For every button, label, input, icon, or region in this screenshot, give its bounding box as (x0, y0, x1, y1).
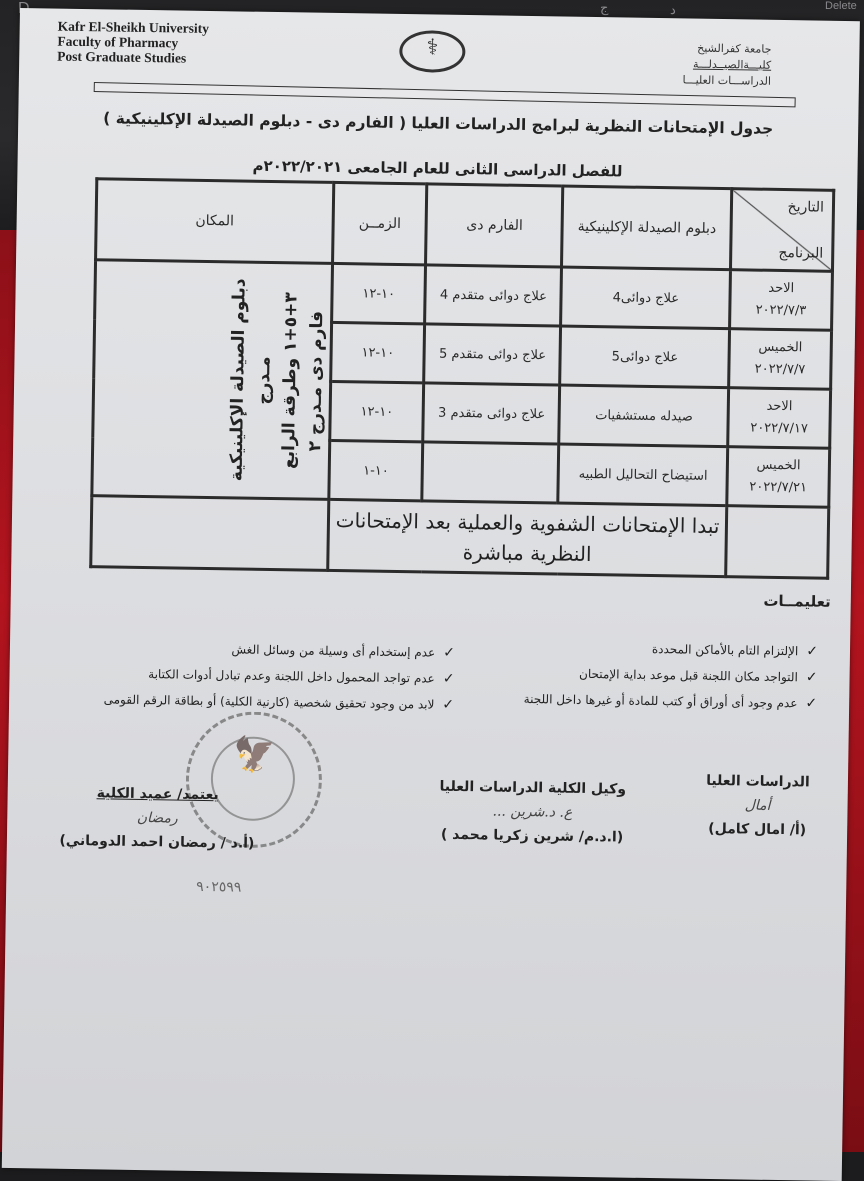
empty-cell (726, 506, 829, 579)
checkmark-icon: ✓ (442, 670, 455, 687)
checkmark-icon: ✓ (806, 643, 819, 660)
place-line: مـدرج (253, 356, 275, 405)
day-label: الاحد (766, 398, 793, 415)
keyboard-key: Delete (825, 0, 857, 12)
date-label: ٢٠٢٢/٧/١٧ (750, 420, 809, 437)
day-label: الاحد (768, 280, 795, 297)
date-cell (727, 447, 830, 508)
instruction-item: ✓ الإلتزام التام بالأماكن المحددة (498, 634, 818, 665)
checkmark-icon: ✓ (805, 669, 818, 686)
clinical-diploma-header: دبلوم الصيدلة الإكلينيكية (562, 186, 732, 270)
time-cell: ١٠-١ (329, 440, 423, 500)
instruction-item: ✓ عدم وجود أى أوراق أو كتب للمادة أو غيرها داخل اللجنة (497, 686, 817, 717)
keyboard-key: د (670, 2, 676, 17)
date-label: ٢٠٢٢/٧/٢١ (749, 479, 808, 496)
eagle-emblem-icon: 🦅 (232, 734, 276, 776)
time-cell: ١٠-١٢ (330, 381, 424, 441)
document-paper (2, 8, 860, 1181)
clinical-diploma-cell: استيضاح التحاليل الطبيه (558, 444, 728, 506)
instructions-right-column (497, 634, 818, 717)
faculty-name-ar: كليـــةالصيــدلـــة (692, 57, 772, 72)
time-cell: ١٠-١٢ (332, 263, 426, 323)
instructions-left-column (94, 634, 455, 718)
date-label: ٢٠٢٢/٧/٣ (755, 302, 807, 319)
instruction-item: ✓ التواجد مكان اللجنة قبل موعد بداية الإمتحان (497, 660, 817, 691)
place-header: المكان (96, 179, 334, 264)
instruction-item: ✓ لابد من وجود تحقيق شخصية (كارنية الكلية) أو بطاقة الرقم القومى (94, 686, 454, 718)
place-cell (92, 260, 333, 500)
clinical-diploma-cell: علاج دوائى5 (560, 326, 730, 388)
english-header (57, 19, 209, 66)
signature-postgrad (687, 769, 828, 843)
keyboard-key: ج (600, 0, 609, 15)
table-row (95, 260, 833, 331)
university-name-en: Kafr El-Sheikh University (57, 18, 210, 36)
date-cell (728, 388, 831, 449)
handwritten-signature: أمال (744, 797, 771, 814)
pharm-d-header: الفارم دى (426, 184, 563, 267)
checkmark-icon: ✓ (442, 696, 455, 713)
signatory-name: (أ.د / رمضان احمد الدوماني) (59, 832, 255, 852)
document-title: جدول الإمتحانات النظرية لبرامج الدراسات العليا ( الفارم دى - دبلوم الصيدلة الإكلينيكية ) (103, 109, 774, 138)
pharm-d-cell: علاج دوائى متقدم 5 (424, 324, 561, 385)
university-name-ar: جامعة كفرالشيخ (697, 41, 772, 56)
instructions-title: تعليمــات (763, 591, 831, 611)
checkmark-icon: ✓ (805, 695, 818, 712)
signature-dean (37, 780, 278, 856)
table-header-row (96, 179, 834, 272)
pharm-d-cell (422, 442, 559, 503)
handwritten-signature: ع. د.شرين ... (492, 803, 573, 821)
table-footer-row (91, 496, 829, 579)
department-name-ar: الدراســـات العليـــا (682, 73, 772, 88)
signature-title: يعتمد/ عميد الكلية (96, 785, 219, 804)
day-label: الخميس (758, 339, 803, 356)
place-line: ٣+٥+١ وطرقة الرابع (278, 292, 302, 470)
pharmacy-logo-icon (399, 30, 466, 73)
handwritten-signature: رمضان (136, 809, 178, 827)
time-cell: ١٠-١٢ (331, 322, 425, 382)
signature-title: وكيل الكلية الدراسات العليا (439, 778, 627, 798)
empty-cell (91, 496, 329, 571)
place-line: فارم دى مـدرج ٢ (305, 310, 328, 452)
instruction-item: ✓ عدم تواجد المحمول داخل اللجنة وعدم تبادل أدوات الكتابة (94, 660, 454, 692)
place-text (224, 278, 331, 482)
place-line: دبلوم الصيدلة الإكلينيكية (226, 278, 250, 482)
date-cell (729, 329, 832, 390)
stamp-number: ٩٠٢٥٩٩ (196, 878, 242, 896)
date-program-header (731, 189, 834, 272)
signature-title: الدراسات العليا (706, 772, 810, 791)
arabic-header (682, 40, 771, 89)
faculty-name-en: Faculty of Pharmacy (57, 33, 179, 51)
exam-schedule-table (89, 177, 835, 580)
department-name-en: Post Graduate Studies (57, 48, 187, 66)
document-subtitle: للفصل الدراسى الثانى للعام الجامعى ٢٠٢٢/٢٠٢١م (252, 156, 623, 181)
signatory-name: (أ/ امال كامل) (708, 820, 807, 839)
signature-vice-dean (417, 774, 648, 850)
clinical-diploma-cell: صيدله مستشفيات (559, 385, 729, 447)
instruction-item: ✓ عدم إستخدام أى وسيلة من وسائل الغش (95, 634, 455, 666)
date-label: ٢٠٢٢/٧/٧ (754, 361, 806, 378)
date-header-label: التاريخ (787, 199, 825, 216)
program-header-label: البرنامج (778, 244, 824, 262)
pharm-d-cell: علاج دوائى متقدم 3 (423, 383, 560, 444)
checkmark-icon: ✓ (443, 644, 456, 661)
date-cell (730, 270, 833, 331)
signatory-name: (ا.د.م/ شرين زكريا محمد ) (440, 826, 624, 846)
pharm-d-cell: علاج دوائى متقدم 4 (425, 265, 562, 326)
day-label: الخميس (756, 457, 801, 474)
oral-practical-note: تبدا الإمتحانات الشفوية والعملية بعد الإمتحانات النظرية مباشرة (328, 499, 727, 576)
time-header: الزمــن (333, 182, 428, 264)
clinical-diploma-cell: علاج دوائى4 (561, 267, 731, 329)
